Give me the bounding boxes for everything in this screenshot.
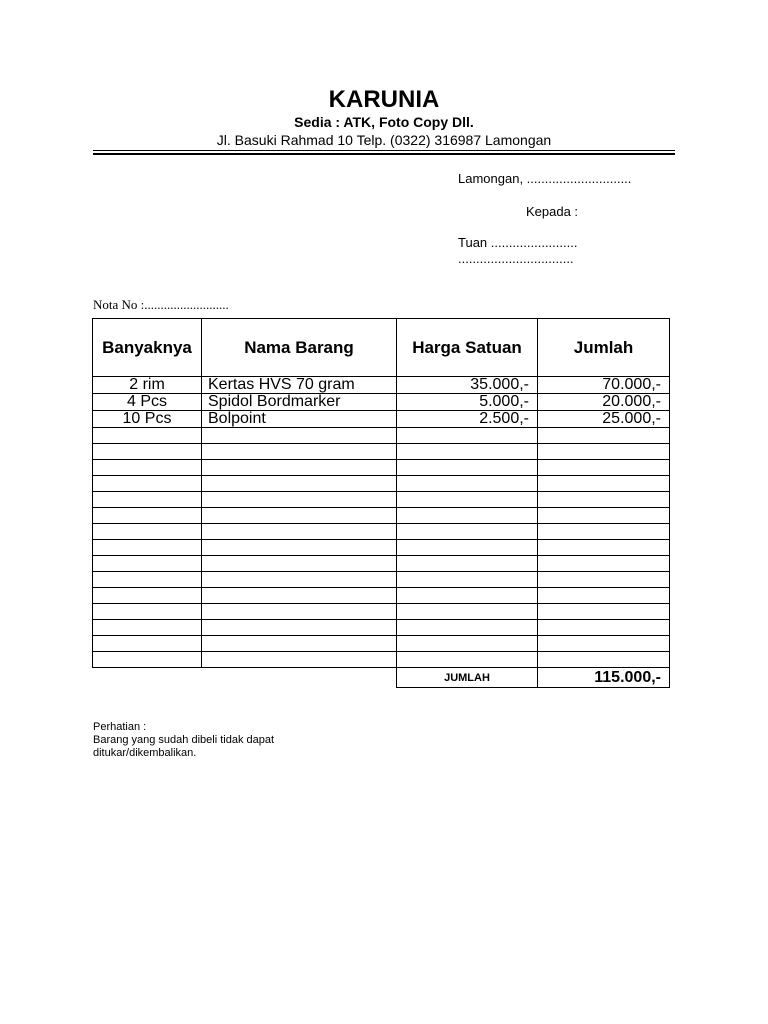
recipient-name-line: Tuan ........................: [458, 235, 578, 250]
total-amount: 115.000,-: [538, 668, 670, 688]
empty-row: [93, 556, 670, 572]
header-item-name: Nama Barang: [202, 319, 397, 377]
empty-row: [93, 428, 670, 444]
table-row: [93, 411, 670, 428]
row-quantity: 4 Pcs: [93, 394, 202, 411]
total-label: JUMLAH: [397, 668, 538, 688]
empty-row: [93, 636, 670, 652]
total-row: [93, 668, 670, 688]
empty-row: [93, 572, 670, 588]
header-quantity: Banyaknya: [93, 319, 202, 377]
table-header-row: [93, 319, 670, 377]
empty-row: [93, 652, 670, 668]
row-amount: 20.000,-: [538, 394, 670, 411]
store-name: KARUNIA: [328, 86, 440, 113]
empty-row: [93, 620, 670, 636]
header-divider-thick: [93, 153, 675, 155]
table-row: [93, 394, 670, 411]
row-quantity: 10 Pcs: [93, 411, 202, 428]
header-amount: Jumlah: [538, 319, 670, 377]
empty-row: [93, 540, 670, 556]
row-amount: 25.000,-: [538, 411, 670, 428]
empty-row: [93, 492, 670, 508]
empty-row: [93, 508, 670, 524]
store-subtitle: Sedia : ATK, Foto Copy Dll.: [294, 114, 474, 130]
header-divider-thin: [93, 150, 675, 151]
empty-row: [93, 476, 670, 492]
row-unit-price: 35.000,-: [397, 377, 538, 394]
row-item-name: Bolpoint: [202, 411, 397, 428]
items-table: [92, 318, 670, 688]
notice-line-1: Barang yang sudah dibeli tidak dapat: [93, 734, 275, 746]
row-unit-price: 5.000,-: [397, 394, 538, 411]
table-row: [93, 377, 670, 394]
recipient-address-line: ................................: [458, 251, 574, 266]
row-unit-price: 2.500,-: [397, 411, 538, 428]
notice-title: Perhatian :: [93, 721, 147, 733]
row-item-name: Kertas HVS 70 gram: [202, 377, 397, 394]
recipient-label: Kepada :: [526, 204, 579, 219]
empty-row: [93, 588, 670, 604]
row-item-name: Spidol Bordmarker: [202, 394, 397, 411]
row-amount: 70.000,-: [538, 377, 670, 394]
store-address: Jl. Basuki Rahmad 10 Telp. (0322) 316987 Lamongan: [216, 132, 552, 148]
notice: [93, 721, 274, 760]
header-unit-price: Harga Satuan: [397, 319, 538, 377]
empty-row: [93, 524, 670, 540]
empty-row: [93, 444, 670, 460]
empty-row: [93, 460, 670, 476]
empty-row: [93, 604, 670, 620]
notice-line-2: ditukar/dikembalikan.: [93, 747, 197, 759]
invoice-number: Nota No :..........................: [93, 297, 229, 312]
row-quantity: 2 rim: [93, 377, 202, 394]
city-date-line: Lamongan, .............................: [458, 171, 632, 186]
